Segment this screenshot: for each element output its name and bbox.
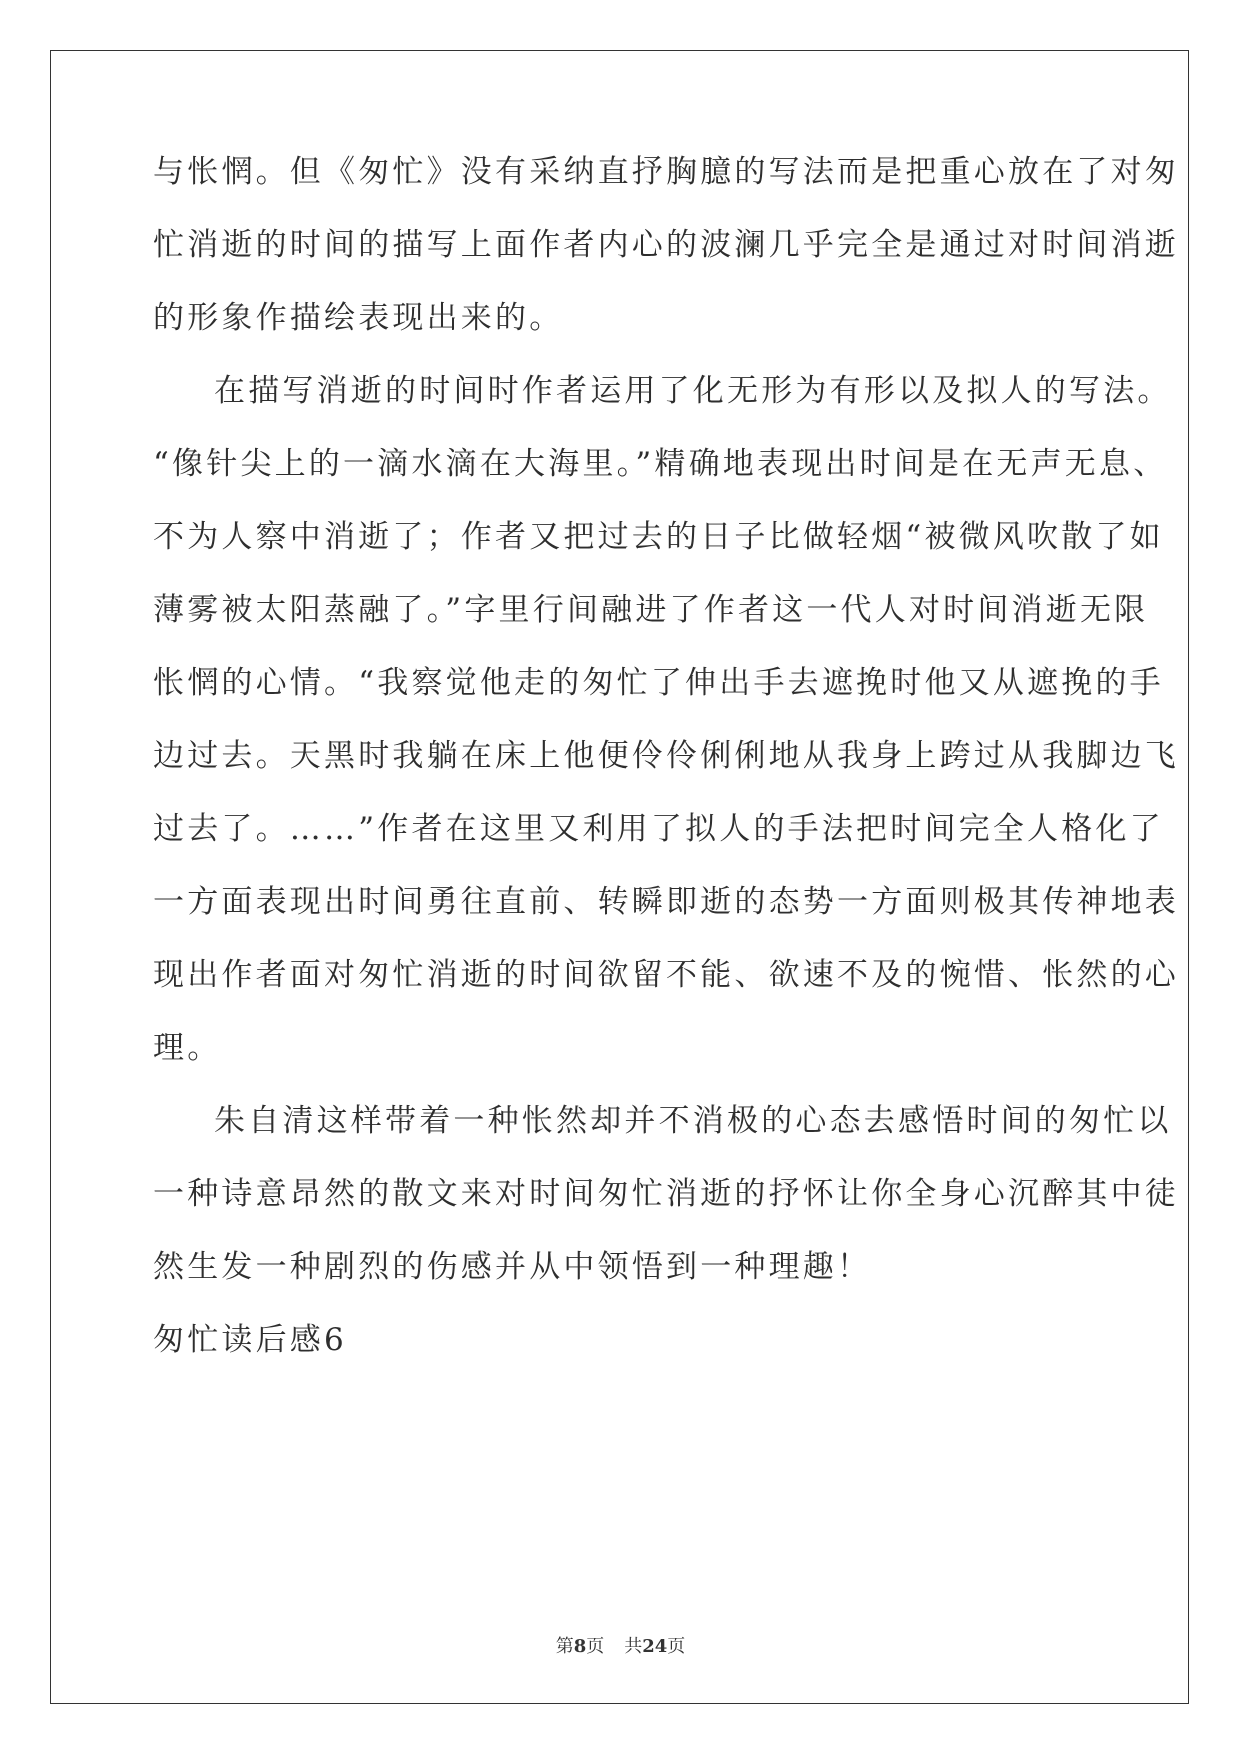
page-footer	[0, 1636, 1241, 1658]
text-line-7: 薄雾被太阳蒸融了。”字里行间融进了作者这一代人对时间消逝无限	[153, 592, 1149, 628]
text-line-12: 现出作者面对匆忙消逝的时间欲留不能、欲速不及的惋惜、怅然的心	[153, 957, 1179, 993]
paragraph-3-start: 朱自清这样带着一种怅然却并不消极的心态去感悟时间的匆忙以	[214, 1103, 1172, 1139]
text-line-2: 忙消逝的时间的描写上面作者内心的波澜几乎完全是通过对时间消逝	[153, 227, 1179, 263]
text-line-8: 怅惘的心情。“我察觉他走的匆忙了伸出手去遮挽时他又从遮挽的手	[153, 665, 1164, 701]
text-line-1: 与怅惘。但《匆忙》没有采纳直抒胸臆的写法而是把重心放在了对匆	[153, 154, 1179, 190]
text-line-15: 一种诗意昂然的散文来对时间匆忙消逝的抒怀让你全身心沉醉其中徒	[153, 1176, 1179, 1212]
total-page-count: 24	[642, 1636, 668, 1657]
text-line-10: 过去了。……”作者在这里又利用了拟人的手法把时间完全人格化了	[153, 811, 1164, 847]
current-page-number: 8	[573, 1636, 587, 1657]
text-line-9: 边过去。天黑时我躺在床上他便伶伶俐俐地从我身上跨过从我脚边飞	[153, 738, 1179, 774]
text-line-5: “像针尖上的一滴水滴在大海里。”精确地表现出时间是在无声无息、	[153, 446, 1168, 482]
footer-page-suffix: 页	[586, 1636, 605, 1657]
footer-total-suffix: 页	[667, 1636, 686, 1657]
footer-total-prefix: 共	[624, 1636, 643, 1657]
section-heading: 匆忙读后感6	[153, 1322, 347, 1358]
text-line-11: 一方面表现出时间勇往直前、转瞬即逝的态势一方面则极其传神地表	[153, 884, 1179, 920]
text-line-13: 理。	[153, 1030, 222, 1066]
paragraph-2-start: 在描写消逝的时间时作者运用了化无形为有形以及拟人的写法。	[214, 373, 1172, 409]
footer-prefix: 第	[555, 1636, 574, 1657]
text-line-6: 不为人察中消逝了；作者又把过去的日子比做轻烟“被微风吹散了如	[153, 519, 1164, 555]
text-line-16: 然生发一种剧烈的伤感并从中领悟到一种理趣！	[153, 1249, 872, 1285]
text-line-3: 的形象作描绘表现出来的。	[153, 300, 564, 336]
